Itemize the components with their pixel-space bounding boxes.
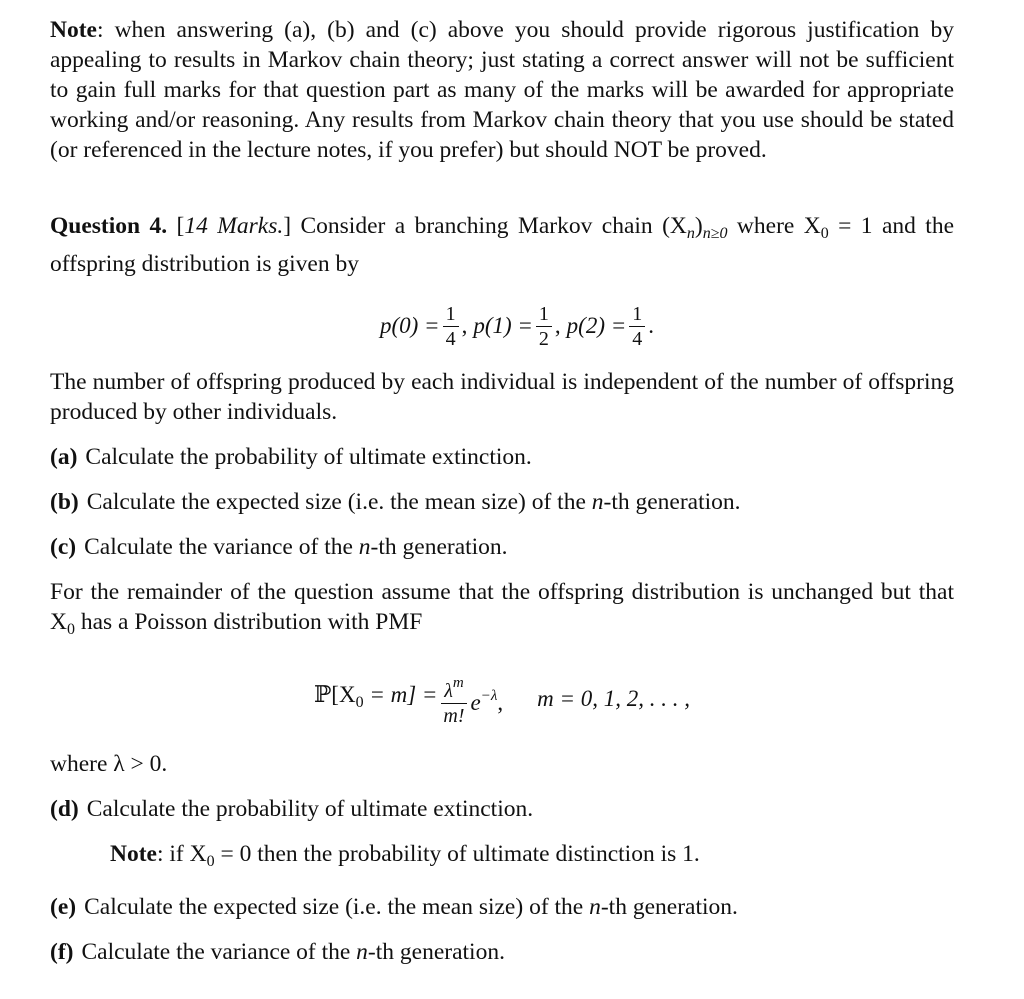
p1-lhs: p(1) = [473,313,533,338]
independence-paragraph: The number of offspring produced by each individual is independent of the number of offspring produced by other individuals. [50,369,954,425]
pmf-fraction: $\frac{\lambda^m}{m!}$ [440,671,467,728]
part-d: (d) Calculate the probability of ultimate extinction. [50,796,534,822]
part-f: (f) Calculate the variance of the n-th generation. [50,939,505,965]
extinction-note: Note: if $X_0 = 0$ then the probability of ultimate distinction is 1. [110,841,700,870]
lambda-condition: where λ > 0. [50,751,168,777]
note-text: : when answering (a), (b) and (c) above you should provide rigorous justification by appealing to results in Markov chain theory; just stating a correct answer will not be sufficient to gain full marks for that question part as many of the marks will be awarded for appropriate working and/or reasoning. Any results from Markov chain theory that you use should be stated (or referenced in the lecture notes, if you prefer) but should NOT be proved. [50,17,954,163]
part-b: (b) Calculate the expected size (i.e. the mean size) of the n-th generation. [50,489,741,515]
p0-lhs: p(0) = [379,313,440,338]
p2-lhs: p(2) = [566,313,627,338]
part-e: (e) Calculate the expected size (i.e. the mean size) of the n-th generation. [50,894,738,920]
pmf-exponential: $e^{-\lambda}$, [470,687,504,715]
question-intro: Question 4. [14 Marks.] Consider a branching Markov chain $(X_n)_{n\ge 0}$ where $X_0 = 1$ and the offspring distribution is given by [50,213,955,277]
p1-fraction: $\frac{1}{2}$ [536,302,552,351]
p2-fraction: $\frac{1}{4}$ [629,302,645,351]
intro-sub-zero: 0 [820,225,829,242]
part-c: (c) Calculate the variance of the n-th generation. [50,534,508,560]
intro-part-a: Consider a branching Markov chain (X [300,213,687,239]
part-a: (a) Calculate the probability of ultimate extinction. [50,444,532,470]
note-paragraph [50,15,954,165]
poisson-pmf-equation [50,653,954,745]
question-label: Question 4 [50,213,162,239]
p0-fraction: $\frac{1}{4}$ [443,302,459,351]
remainder-paragraph: For the remainder of the question assume that the offspring distribution is unchanged but that $X_0$ has a Poisson distribution with PMF [50,579,954,638]
pmf-lhs: $ℙ[X_0 = m]$ = [313,682,438,711]
question-marks: 14 Marks. [184,213,284,239]
intro-part-c: = 1 and the offspring distribution is given by [50,213,955,277]
note-label: Note [50,17,97,43]
pmf-range: m = 0, 1, 2, . . . , [537,686,691,711]
offspring-distribution-equation: p(0) = $\frac{1}{4}$ , p(1) = $\frac{1}{2}$ , p(2) = $\frac{1}{4}$ . [379,302,655,350]
intro-sub-range: n≥0 [702,225,728,242]
intro-part-b: where X [727,213,821,239]
intro-sub-n: n [686,225,695,242]
intro-paren: ) [694,213,703,239]
